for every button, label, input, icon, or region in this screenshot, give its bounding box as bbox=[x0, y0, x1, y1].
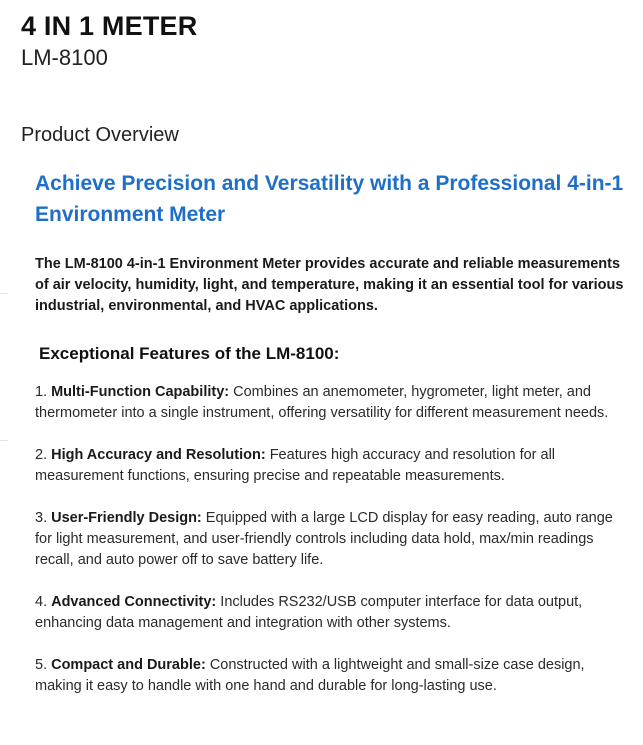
feature-text: Features high accuracy and resolution for all measurement functions, ensuring precise and repeatable measurements. bbox=[35, 447, 556, 484]
edge-divider bbox=[0, 440, 8, 441]
overview-headline: Achieve Precision and Versatility with a Professional 4-in-1 Environment Meter bbox=[35, 172, 624, 226]
feature-text: Includes RS232/USB computer interface for data output, enhancing data management and integration with other systems. bbox=[35, 594, 583, 631]
product-model: LM-8100 bbox=[21, 45, 108, 70]
overview-intro: The LM-8100 4-in-1 Environment Meter provides accurate and reliable measurements of air velocity, humidity, light, and temperature, making it an essential tool for various industrial, environmental, and HVAC applications. bbox=[35, 256, 624, 314]
edge-divider bbox=[0, 293, 8, 294]
feature-label: User-Friendly Design: bbox=[51, 510, 202, 526]
feature-number: 1. bbox=[35, 384, 48, 400]
feature-number: 2. bbox=[35, 447, 48, 463]
feature-text: Constructed with a lightweight and small-size case design, making it easy to handle with one hand and durable for long-lasting use. bbox=[35, 657, 585, 694]
feature-item bbox=[35, 655, 625, 697]
overview-content bbox=[35, 168, 625, 718]
feature-list bbox=[35, 382, 625, 697]
feature-item bbox=[35, 445, 625, 487]
feature-number: 5. bbox=[35, 657, 48, 673]
product-overview-heading: Product Overview bbox=[21, 124, 179, 146]
feature-number: 4. bbox=[35, 594, 48, 610]
feature-label: Compact and Durable: bbox=[51, 657, 206, 673]
feature-label: Advanced Connectivity: bbox=[51, 594, 217, 610]
feature-label: Multi-Function Capability: bbox=[51, 384, 230, 400]
feature-label: High Accuracy and Resolution: bbox=[51, 447, 266, 463]
feature-item bbox=[35, 382, 625, 424]
feature-item bbox=[35, 508, 625, 571]
feature-text: Combines an anemometer, hygrometer, light meter, and thermometer into a single instrument, offering versatility for different measurement needs. bbox=[35, 384, 609, 421]
feature-number: 3. bbox=[35, 510, 48, 526]
feature-text: Equipped with a large LCD display for easy reading, auto range for light measurement, and user-friendly controls including data hold, max/min readings recall, and auto power off to save battery life. bbox=[35, 510, 613, 568]
product-title: 4 IN 1 METER bbox=[21, 11, 198, 41]
feature-item bbox=[35, 592, 625, 634]
features-heading: Exceptional Features of the LM-8100: bbox=[39, 344, 340, 363]
